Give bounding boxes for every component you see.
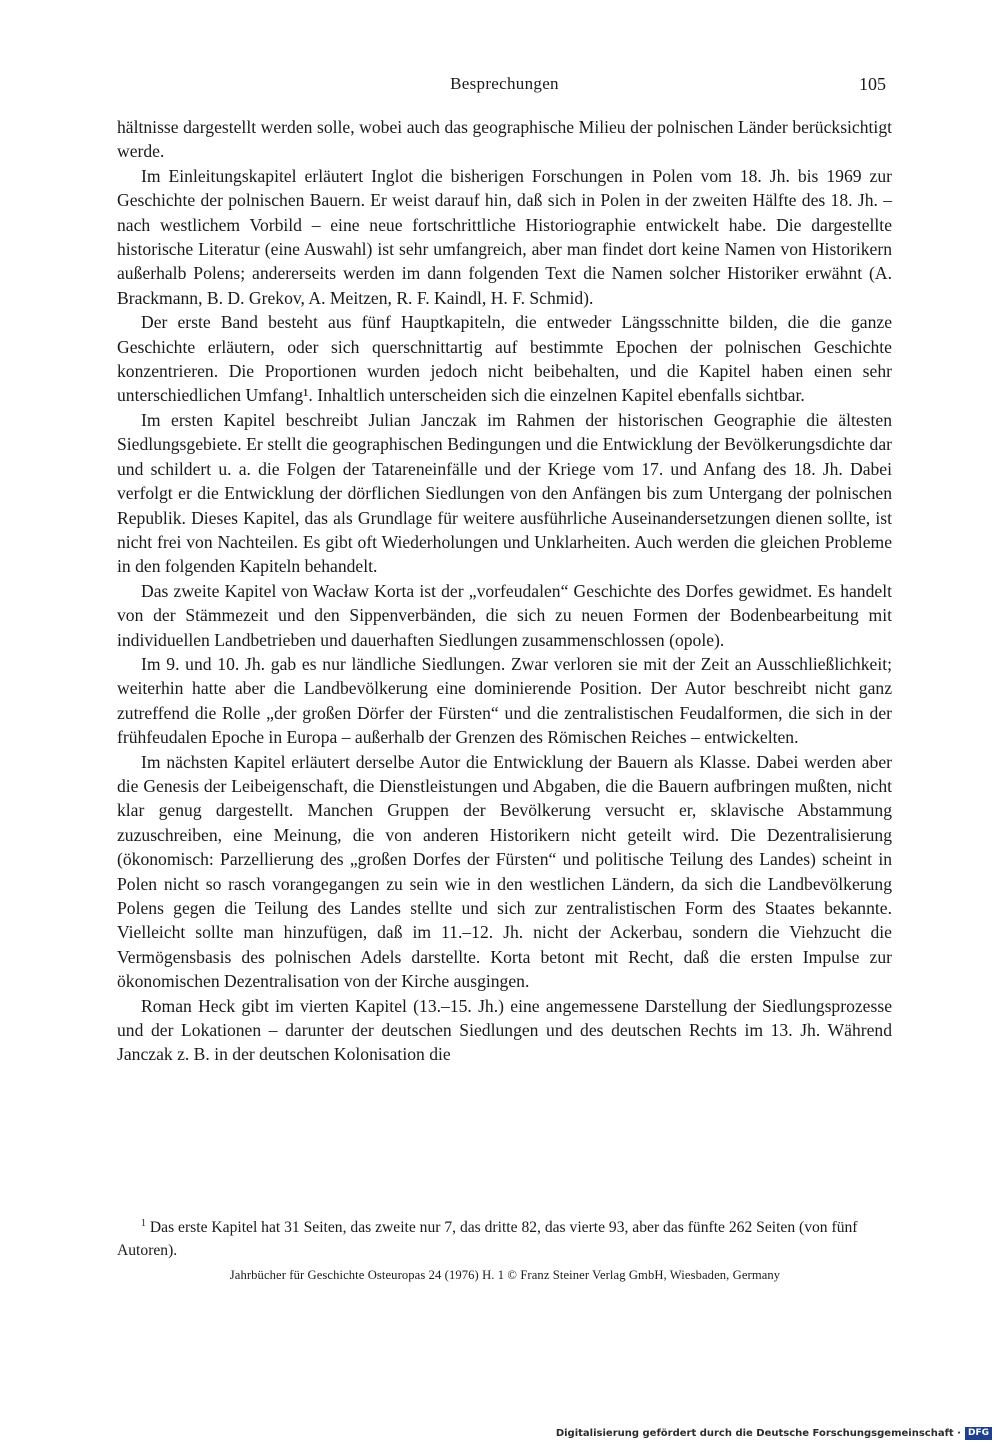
page-number: 105 [859,74,886,94]
footnote-marker: 1 [141,1218,146,1229]
funding-notice [556,1426,992,1440]
imprint-line: Jahrbücher für Geschichte Osteuropas 24 (1976) H. 1 © Franz Steiner Verlag GmbH, Wiesbaden, Germany [229,1268,781,1282]
paragraph: Das zweite Kapitel von Wacław Korta ist der „vorfeudalen“ Geschichte des Dorfes gewidmet. Es handelt von der Stämmezeit und den Sippenverbänden, die sich zu neuen Formen der Bodenbearbeitung mit individuellen Landbetrieben und dauerhaften Siedlungen zusammenschlossen (opole). [117,580,892,650]
paragraph: Im nächsten Kapitel erläutert derselbe Autor die Entwicklung der Bauern als Klasse. Dabei werden aber die Genesis der Leibeigenschaft, die Dienstleistungen und Abgaben, die die Bauern aufbringen mußten, nicht klar genug dargestellt. Manchen Gruppen der Bevölkerung versucht er, sklavische Abstammung zuzuschreiben, eine Meinung, die von anderen Historikern nicht geteilt wird. Die Dezentralisierung (ökonomisch: Parzellierung des „großen Dorfes der Fürsten“ und politische Teilung des Landes) scheint in Polen nicht so rasch vorangegangen zu sein wie in den westlichen Ländern, da sich die Landbevölkerung Polens gegen die Teilung des Landes stellte und sich zur zentralistischen Form des Staates bekannte. Vielleicht sollte man hinzufügen, daß im 11.–12. Jh. nicht der Ackerbau, sondern die Viehzucht die Vermögensbasis des polnischen Adels darstellte. Korta betont mit Recht, daß die ersten Impulse zur ökonomischen Dezentralisation von der Kirche ausgingen. [117,751,892,992]
footnote-text: Das erste Kapitel hat 31 Seiten, das zweite nur 7, das dritte 82, das vierte 93, aber das fünfte 262 Seiten (von fünf Autoren). [117,1219,858,1260]
footnote [117,1212,892,1262]
body-text [117,115,892,1067]
running-title: Besprechungen [450,74,559,93]
paragraph: Roman Heck gibt im vierten Kapitel (13.–15. Jh.) eine angemessene Darstellung der Siedlungsprozesse und der Lokationen – darunter der deutschen Siedlungen und des deutschen Rechts im 13. Jh. Während Janczak z. B. in der deutschen Kolonisation die [117,995,892,1065]
paragraph: Im ersten Kapitel beschreibt Julian Janczak im Rahmen der historischen Geographie die ältesten Siedlungsgebiete. Er stellt die geographischen Bedingungen und die Entwicklung der Bevölkerungsdichte dar und schildert u. a. die Folgen der Tatareneinfälle und der Kriege vom 17. und Anfang des 18. Jh. Dabei verfolgt er die Entwicklung der dörflichen Siedlungen von den Anfängen bis zum Untergang der polnischen Republik. Dieses Kapitel, das als Grundlage für weitere ausführliche Auseinandersetzungen dienen sollte, ist nicht frei von Nachteilen. Es gibt oft Wiederholungen und Unklarheiten. Auch werden die gleichen Probleme in den folgenden Kapiteln behandelt. [117,409,892,577]
paragraph: Im 9. und 10. Jh. gab es nur ländliche Siedlungen. Zwar verloren sie mit der Zeit an Ausschließlichkeit; weiterhin hatte aber die Landbevölkerung eine dominierende Position. Der Autor beschreibt nicht ganz zutreffend die Rolle „der großen Dörfer der Fürsten“ und die zentralistischen Feudalformen, die sich in der frühfeudalen Epoche in Europa – außerhalb der Grenzen des Römischen Reiches – entwickelten. [117,653,892,748]
running-head [117,74,892,98]
paragraph-continuation: hältnisse dargestellt werden solle, wobei auch das geographische Milieu der polnischen Länder berücksichtigt werde. [117,117,892,162]
paragraph: Im Einleitungskapitel erläutert Inglot die bisherigen Forschungen in Polen vom 18. Jh. bis 1969 zur Geschichte der polnischen Bauern. Er weist darauf hin, daß sich in Polen in der zweiten Hälfte des 18. Jh. – nach westlichem Vorbild – eine neue fortschrittliche Historiographie entwickelt habe. Die dargestellte historische Literatur (eine Auswahl) ist sehr umfangreich, aber man findet dort keine Namen von Historikern außerhalb Polens; andererseits werden im dann folgenden Text die Namen solcher Historiker erwähnt (A. Brackmann, B. D. Grekov, A. Meitzen, R. F. Kaindl, H. F. Schmid). [117,165,892,308]
dfg-logo: DFG [965,1427,992,1440]
paragraph: Der erste Band besteht aus fünf Hauptkapiteln, die entweder Längsschnitte bilden, die die ganze Geschichte erläutern, oder sich querschnittartig auf bestimmte Epochen der polnischen Geschichte konzentrieren. Die Proportionen wurden jedoch nicht beibehalten, und die Kapitel haben einen sehr unterschiedlichen Umfang¹. Inhaltlich unterscheiden sich die einzelnen Kapitel ebenfalls sichtbar. [117,312,892,406]
funding-text: Digitalisierung gefördert durch die Deutsche Forschungsgemeinschaft · [555,1427,961,1439]
